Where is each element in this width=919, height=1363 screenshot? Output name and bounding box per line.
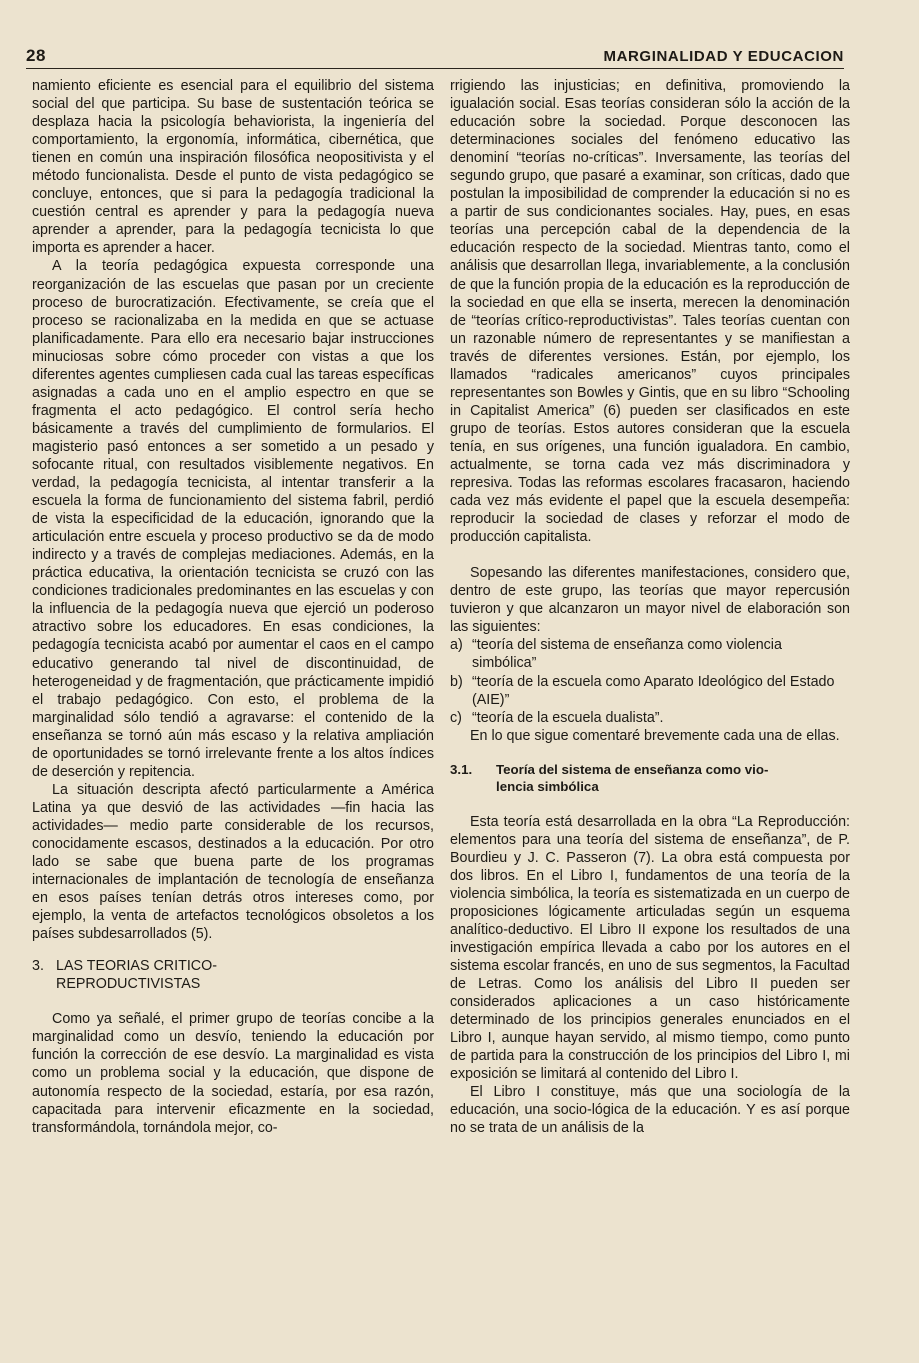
- section-title-line: REPRODUCTIVISTAS: [56, 976, 201, 993]
- paragraph: Como ya señalé, el primer grupo de teorías concibe a la marginalidad como un desvío, teniendo la educación por función la corrección de ese desvío. La marginalidad es vista como un problema social y la educación, que dispone de autonomía respecto de la sociedad, estaría, por esa razón, capacitada para intervenir eficazmente en la sociedad, transformándola, tornándola mejor, co-: [32, 1011, 434, 1136]
- page-header: [26, 46, 844, 70]
- section-number: 3.: [32, 958, 44, 975]
- paragraph: rrigiendo las injusticias; en definitiva, promoviendo la igualación social. Esas teorías consideran sólo la acción de la educación sobre la sociedad. Porque desconocen las determinaciones sociales del fenómeno educativo las denominí “teorías no-críticas”. Inversamente, las teorías del segundo grupo, que pasaré a examinar, son críticas, dado que postulan la imposibilidad de comprender la educación si no es a partir de sus condicionantes sociales. Hay, pues, en esas teorías una percepción cabal de la dependencia de la educación respecto de la sociedad. Mientras tanto, como el análisis que desarrollan llega, invariablemente, a la conclusión de que la función propia de la educación es la reproducción de la sociedad en que ella se inserta, merecen la denominación de “teorías crítico-reproductivistas”. Tales teorías cuentan con un razonable número de representantes y se manifiestan a través de diferentes versiones. Están, por ejemplo, los llamados “radicales americanos” cuyos principales representantes son Bowles y Gintis, que en su libro “Schooling in Capitalist America” (6) pueden ser clasificados en este grupo de teorías. Estos autores consideran que la escuela tenía, en sus orígenes, una función igualadora. En cambio, actualmente, se torna cada vez más discriminadora y represiva. Todas las reformas escolares fracasaron, haciendo cada vez más evidente el papel que la escuela desempeña: reproducir la sociedad de clases y reforzar el modo de producción capitalista.: [450, 78, 850, 546]
- paragraph: Sopesando las diferentes manifestaciones, considero que, dentro de este grupo, las teorías que mayor repercusión tuvieron y que alcanzaron un mayor nivel de elaboración son las siguientes:: [450, 565, 850, 636]
- right-column: [450, 77, 850, 1138]
- section-title-line: LAS TEORIAS CRITICO-: [56, 958, 218, 975]
- list-marker: b): [450, 673, 463, 690]
- list-marker: c): [450, 709, 462, 726]
- list-text: “teoría de la escuela como Aparato Ideológico del Estado (AIE)”: [472, 673, 835, 708]
- list-item: [450, 673, 850, 709]
- paragraph: En lo que sigue comentaré brevemente cada una de ellas.: [470, 727, 840, 744]
- list-text: “teoría del sistema de enseñanza como violencia simbólica”: [472, 637, 782, 672]
- list-item: [450, 636, 850, 672]
- paragraph: Esta teoría está desarrollada en la obra “La Reproducción: elementos para una teoría del sistema de enseñanza”, de P. Bourdieu y J. C. Passeron (7). La obra está compuesta por dos libros. En el Libro I, fundamentos de una teoría de la violencia simbólica, la teoría es sistematizada en un cuerpo de proposiciones lógicamente articuladas según un esquema analítico-deductivo. El Libro II expone los resultados de una investigación empírica llevada a cabo por los autores en el sistema escolar francés, en uno de sus segmentos, la Facultad de Letras. Como los análisis del Libro II pueden ser considerados aplicaciones a un caso históricamente determinado de los principios generales enunciados en el Libro I, aunque hayan servido, al mismo tiempo, como punto de partida para la construcción de los principios del Libro I, mi exposición se limitará al contenido del Libro I.: [450, 813, 850, 1083]
- paragraph: El Libro I constituye, más que una sociología de la educación, una socio-lógica de la educación. Y es así porque no se trata de un análisis de la: [450, 1084, 850, 1137]
- section-heading: [32, 957, 434, 993]
- list-marker: a): [450, 637, 463, 654]
- section-title-line: lencia simbólica: [496, 778, 599, 794]
- list-item: [450, 709, 850, 727]
- left-column: [32, 77, 434, 1137]
- section-number: 3.1.: [450, 761, 473, 777]
- header-rule: [26, 68, 844, 69]
- section-heading: [450, 761, 850, 795]
- paragraph: La situación descripta afectó particularmente a América Latina ya que desvió de las actividades —fin hacia las actividades— medio parte considerable de los recursos, conocidamente escasos, destinados a la educación. Por otro lado se sabe que buena parte de los programas internacionales de implantación de tecnología de enseñanza en esos países tenían detrás otros intereses como, por ejemplo, la venta de artefactos tecnológicos obsoletos a los países subdesarrollados (5).: [32, 781, 434, 943]
- page-number: 28: [26, 46, 46, 65]
- section-title-line: Teoría del sistema de enseñanza como vio-: [496, 761, 769, 777]
- paragraph: A la teoría pedagógica expuesta corresponde una reorganización de las escuelas que pasan por un creciente proceso de burocratización. Efectivamente, se creía que el proceso se racionalizaba en la medida en que se actuase planificadamente. Para ello era necesario bajar instrucciones minuciosas sobre cómo proceder con vistas a que los diferentes agentes cumpliesen cada cual las tareas específicas asignadas a cada uno en el amplio espectro en que se fragmenta el acto pedagógico. El control sería hecho básicamente a través del cumplimiento de formularios. El magisterio pasó entonces a ser sometido a un pesado y sofocante ritual, con resultados visiblemente negativos. En verdad, la pedagogía tecnicista, al intentar transferir a la escuela la forma de funcionamiento del sistema fabril, perdió de vista la especificidad de la educación, ignorando que la articulación entre escuela y proceso productivo se da de modo indirecto y a través de complejas mediaciones. Además, en la práctica educativa, la orientación tecnicista se cruzó con las condiciones tradicionales predominantes en las escuelas y con la influencia de la pedagogía nueva que ejerció un poderoso atractivo sobre los educadores. En esas condiciones, la pedagogía tecnicista acabó por aumentar el caos en el campo educativo generando tal nivel de discontinuidad, de heterogeneidad y de fragmentación, que prácticamente impidió el trabajo pedagógico. Con esto, el problema de la marginalidad sólo tendió a agravarse: el contenido de la enseñanza se tornó aún más escaso y la relativa ampliación de oportunidades se tornó irrelevante frente a los altos índices de deserción y repitencia.: [32, 258, 434, 780]
- paragraph: namiento eficiente es esencial para el equilibrio del sistema social del que participa. Su base de sustentación teórica se desplaza hacia la psicología behaviorista, la ingeniería del comportamiento, la ergonomía, informática, cibernética, que tienen en común una inspiración filosófica neopositivista y el método funcionalista. Desde el punto de vista pedagógico se concluye, entonces, que si para la pedagogía tradicional la cuestión central es aprender y para la pedagogía nueva aprender a aprender, para la pedagogía tecnicista lo que importa es aprender a hacer.: [32, 78, 434, 257]
- running-title: MARGINALIDAD Y EDUCACION: [603, 48, 844, 65]
- list-text: “teoría de la escuela dualista”.: [472, 709, 664, 726]
